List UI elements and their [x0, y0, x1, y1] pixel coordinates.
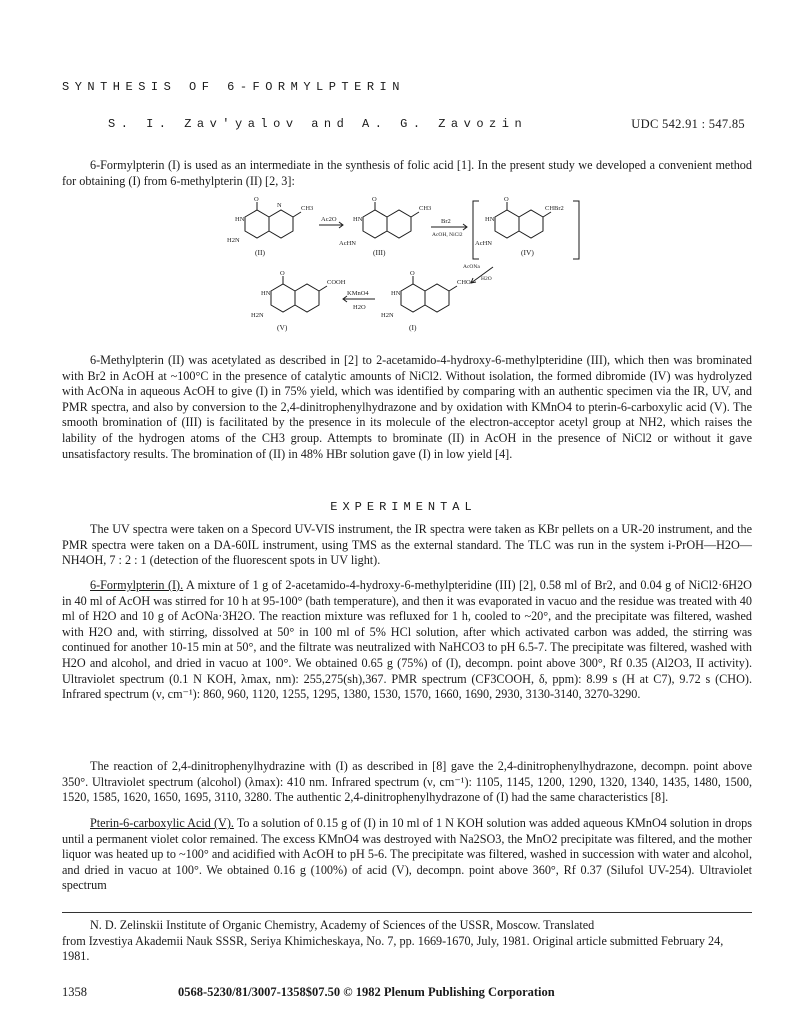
- amino-label: H2N: [381, 312, 394, 319]
- instruments-paragraph: The UV spectra were taken on a Specord UV-VIS instrument, the IR spectra were taken as KBr pellets on a UR-20 instrument, and the PMR spectra were taken on a DA-60IL instrument, using TMS as the external standard. The TLC was run in the system i-PrOH—H2O—NH4OH, 7 : 2 : 1 (detection of the fluorescent spots in UV light).: [62, 522, 752, 568]
- hn-label: HN: [485, 216, 495, 223]
- hydrazone-paragraph: The reaction of 2,4-dinitrophenylhydrazine with (I) as described in [8] gave the 2,4-dinitrophenylhydrazone, decompn. point above 350°. Ultraviolet spectrum (alcohol) (λmax): 410 nm. Infrared spectrum (ν, cm⁻¹): 1105, 1145, 1200, 1290, 1320, 1340, 1435, 1480, 1500, 1520, 1585, 1620, 1650, 1695, 3110, 3280. The authentic 2,4-dinitrophenylhydrazone of (I) had the same characteristics [8].: [62, 759, 752, 805]
- reagent-step2-bottom: AcOH, NiCl2: [432, 232, 463, 238]
- article-title: SYNTHESIS OF 6-FORMYLPTERIN: [62, 80, 405, 94]
- reaction-scheme: [225, 197, 585, 345]
- reagent-step1: Ac2O: [321, 216, 337, 223]
- amino-label: H2N: [251, 312, 264, 319]
- oxo-label: O: [372, 197, 377, 203]
- intro-paragraph: 6-Formylpterin (I) is used as an intermediate in the synthesis of folic acid [1]. In the present study we developed a convenient method for obtaining (I) from 6-methylpterin (II) [2, 3]:: [62, 158, 752, 188]
- compound-V-structure: [271, 276, 327, 312]
- experimental-heading: EXPERIMENTAL: [330, 500, 477, 514]
- methyl-label: CH3: [419, 205, 432, 212]
- compound-label-II: (II): [255, 248, 265, 257]
- compound-I-structure: [401, 276, 457, 312]
- formylpterin-body: A mixture of 1 g of 2-acetamido-4-hydroxy-6-methylpteridine (III) [2], 0.58 ml of Br2, and 0.04 g of NiCl2·6H2O in 40 ml of AcOH was stirred for 10 h at 95-100° (bath temperature), and then it was evaporated in vacuo and the residue was treated with 40 ml of H2O and 10 g of AcONa·3H2O. The reaction mixture was refluxed for 1 h, cooled to ~20°, and the precipitate was filtered, washed with H2O and, with stirring, dissolved at 50° in 100 ml of 5% HCl solution, after which activated carbon was added, the stirring was continued for another 10-15 min at 50°, and the filtrate was neutralized with NaHCO3 to pH 6.5-7. The precipitate was filtered, washed with H2O and alcohol, and dried in vacuo at 100°. We obtained 0.65 g (75%) of (I), decompn. point above 300°, Rf 0.35 (Al2O3, II activity). Ultraviolet spectrum (0.1 N KOH, λmax, nm): 255,275(sh),367. PMR spectrum (CF3COOH, δ, ppm): 8.99 s (H at C7), 9.72 s (CHO). Infrared spectrum (ν, cm⁻¹): 860, 960, 1120, 1255, 1295, 1380, 1530, 1570, 1660, 1690, 2930, 3130-3140, 3270-3290.: [62, 578, 752, 702]
- formyl-label: CHO: [457, 279, 471, 286]
- oxo-label: O: [410, 270, 415, 277]
- carboxylic-acid-body: To a solution of 0.15 g of (I) in 10 ml of 1 N KOH solution was added aqueous KMnO4 solution in drops until a permanent violet color remained. The excess KMnO4 was destroyed with Na2SO3, the MnO2 precipitate was filtered, and the mother liquor was heated up to ~100° and acidified with AcOH to pH 5-6. The precipitate was filtered, washed in succession with water and alcohol, and dried in vacuo at 100°. We obtained 0.16 g (100%) of acid (V), decompn. point above 360°, Rf 0.37 (Silufol UV-254). Ultraviolet spectrum: [62, 816, 752, 893]
- discussion-paragraph: 6-Methylpterin (II) was acetylated as described in [2] to 2-acetamido-4-hydroxy-6-methylpteridine (III), which then was brominated with Br2 in AcOH at ~100°C in the presence of catalytic amounts of NiCl2. Without isolation, the formed dibromide (IV) was hydrolyzed with AcONa in aqueous AcOH to give (I) in 75% yield, which was identified by comparing with an authentic specimen via the IR, UV, and PMR spectra, and also by conversion to the 2,4-dinitrophenylhydrazone and by oxidation with KMnO4 to pterin-6-carboxylic acid (V). The smooth bromination of (III) is facilitated by the presence in its molecule of the electron-acceptor acetyl group at NH2, which raises the lability of the hydrogen atoms of the CH3 group. Attempts to brominate (II) in AcOH in the presence of NiCl2 or without it gave unsatisfactory results. The bromination of (II) in 48% HBr solution gave (I) in low yield [4].: [62, 353, 752, 461]
- footnote-institution: N. D. Zelinskii Institute of Organic Chemistry, Academy of Sciences of the USSR, Moscow. Translated: [90, 918, 595, 932]
- compound-label-V: (V): [277, 323, 288, 332]
- compound-IV-structure: [495, 202, 551, 238]
- publication-info: 0568-5230/81/3007-1358$07.50 © 1982 Plenum Publishing Corporation: [178, 985, 555, 999]
- hn-label: HN: [391, 290, 401, 297]
- carboxylic-acid-preparation: [62, 816, 752, 894]
- amino-label: H2N: [227, 237, 240, 244]
- hn-label: HN: [353, 216, 363, 223]
- ring-n-label: N: [277, 202, 282, 209]
- carboxylic-acid-heading: Pterin-6-carboxylic Acid (V).: [90, 816, 234, 830]
- carboxyl-label: COOH: [327, 279, 346, 286]
- acetamido-label: AcHN: [475, 240, 492, 247]
- oxo-label: O: [280, 270, 285, 277]
- compound-II-structure: [245, 202, 301, 238]
- compound-III-structure: [363, 202, 419, 238]
- reagent-step3-bottom: H2O: [481, 276, 492, 282]
- footnote-divider: [62, 912, 752, 913]
- acetamido-label: AcHN: [339, 240, 356, 247]
- oxo-label: O: [504, 197, 509, 203]
- reagent-step4-top: KMnO4: [347, 290, 369, 297]
- footnote: [62, 918, 752, 965]
- article-authors: S. I. Zav'yalov and A. G. Zavozin: [108, 117, 528, 131]
- compound-label-I: (I): [409, 323, 417, 332]
- oxo-label: O: [254, 197, 259, 203]
- formylpterin-preparation: [62, 578, 752, 703]
- hn-label: HN: [235, 216, 245, 223]
- page-number: 1358: [62, 985, 87, 999]
- reagent-step4-bottom: H2O: [353, 304, 366, 311]
- compound-label-III: (III): [373, 248, 386, 257]
- footnote-source: from Izvestiya Akademii Nauk SSSR, Seriya Khimicheskaya, No. 7, pp. 1669-1670, July, 1981. Original article submitted February 24, 1981.: [62, 933, 724, 964]
- udc-code: UDC 542.91 : 547.85: [631, 117, 745, 131]
- compound-label-IV: (IV): [521, 248, 534, 257]
- formylpterin-heading: 6-Formylpterin (I).: [90, 578, 184, 592]
- dibromomethyl-label: CHBr2: [545, 205, 564, 212]
- hn-label: HN: [261, 290, 271, 297]
- reagent-step2-top: Br2: [441, 218, 451, 225]
- reagent-step3-top: AcONa: [463, 264, 480, 270]
- methyl-label: CH3: [301, 205, 314, 212]
